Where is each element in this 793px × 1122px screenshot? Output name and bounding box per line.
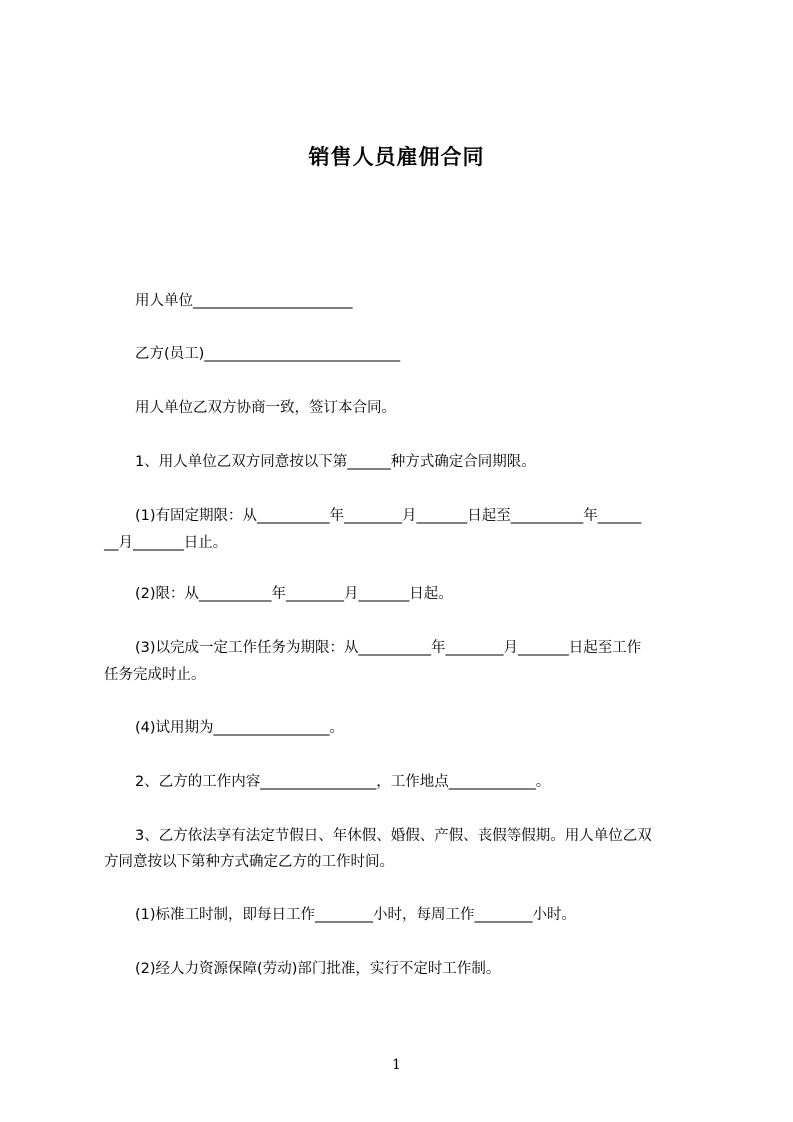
agreement-line: 用人单位乙双方协商一致，签订本合同。 bbox=[135, 400, 396, 416]
employer-line: 用人单位______________________ bbox=[135, 293, 353, 309]
clause-1-option-1-continuation: __月_______日止。 bbox=[104, 535, 228, 551]
employee-line: 乙方(员工)___________________________ bbox=[135, 346, 401, 362]
document-title: 销售人员雇佣合同 bbox=[308, 145, 485, 169]
working-hours-option-1-line: (1)标准工时制，即每日工作________小时，每周工作________小时。 bbox=[135, 907, 577, 923]
clause-1-line: 1、用人单位乙双方同意按以下第______种方式确定合同期限。 bbox=[135, 454, 536, 470]
clause-1-option-3-line: (3)以完成一定工作任务为期限：从__________年________月_______日起至工作 bbox=[135, 640, 642, 656]
working-hours-option-2-line: (2)经人力资源保障(劳动)部门批准，实行不定时工作制。 bbox=[135, 961, 501, 977]
probation-line: (4)试用期为________________。 bbox=[135, 720, 345, 736]
clause-1-option-3-continuation: 任务完成时止。 bbox=[104, 667, 206, 683]
clause-3-line: 3、乙方依法享有法定节假日、年休假、婚假、产假、丧假等假期。用人单位乙双 bbox=[135, 828, 652, 844]
clause-1-option-1-line: (1)有固定期限：从__________年________月_______日起至__________年______ bbox=[135, 508, 642, 524]
page-number: 1 bbox=[392, 1057, 401, 1073]
clause-1-option-2-line: (2)限：从__________年________月_______日起。 bbox=[135, 586, 453, 602]
clause-3-continuation: 方同意按以下第种方式确定乙方的工作时间。 bbox=[104, 854, 394, 870]
clause-2-line: 2、乙方的工作内容________________，工作地点____________。 bbox=[135, 774, 551, 790]
